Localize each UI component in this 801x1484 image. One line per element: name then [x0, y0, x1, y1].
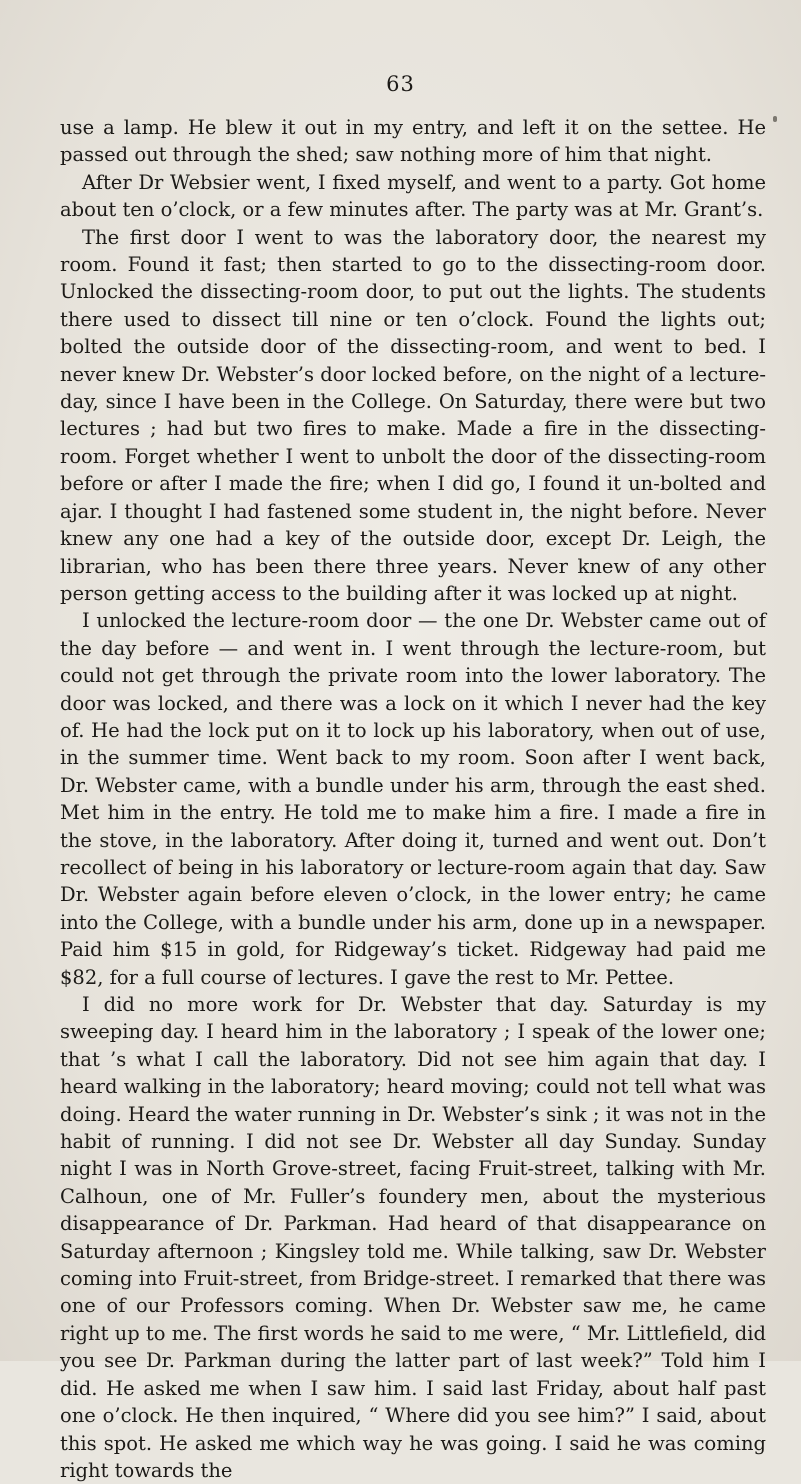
- page-number: 63: [386, 72, 415, 96]
- paragraph-3: The first door I went to was the laboratory door, the nearest my room. Found it fast; then started to go to the dissecting-room door. Unlocked the dissecting-room door, to put out the lights. The students there used to dissect till nine or ten o’clock. Found the lights out; bolted the outside door of the dissecting-room, and went to bed. I never knew Dr. Webster’s door locked before, on the night of a lecture-day, since I have been in the College. On Saturday, there were but two lectures ; had but two fires to make. Made a fire in the dissecting-room. Forget whether I went to unbolt the door of the dissecting-room before or after I made the fire; when I did go, I found it un-bolted and ajar. I thought I had fastened some student in, the night before. Never knew any one had a key of the outside door, except Dr. Leigh, the librarian, who has been there three years. Never knew of any other person getting access to the building after it was locked up at night.: [60, 225, 766, 605]
- paragraph-4: I unlocked the lecture-room door — the one Dr. Webster came out of the day before — and went in. I went through the lecture-room, but could not get through the private room into the lower laboratory. The door was locked, and there was a lock on it which I never had the key of. He had the lock put on it to lock up his laboratory, when out of use, in the summer time. Went back to my room. Soon after I went back, Dr. Webster came, with a bundle under his arm, through the east shed. Met him in the entry. He told me to make him a fire. I made a fire in the stove, in the laboratory. After doing it, turned and went out. Don’t recollect of being in his laboratory or lecture-room again that day. Saw Dr. Webster again before eleven o’clock, in the lower entry; he came into the College, with a bundle under his arm, done up in a newspaper. Paid him $15 in gold, for Ridgeway’s ticket. Ridgeway had paid me $82, for a full course of lectures. I gave the rest to Mr. Pettee.: [60, 609, 766, 989]
- paragraph-1: use a lamp. He blew it out in my entry, and left it on the settee. He passed out through the shed; saw nothing more of him that night.: [60, 116, 766, 167]
- paragraph-2: After Dr Websier went, I fixed myself, and went to a party. Got home about ten o’clock, or a few minutes after. The party was at Mr. Grant’s.: [60, 170, 766, 222]
- body-text: [60, 114, 766, 1484]
- paper-speck: [773, 116, 777, 122]
- paragraph-5: I did no more work for Dr. Webster that day. Saturday is my sweeping day. I heard him in the laboratory ; I speak of the lower one; that ’s what I call the laboratory. Did not see him again that day. I heard walking in the laboratory; heard moving; could not tell what was doing. Heard the water running in Dr. Webster’s sink ; it was not in the habit of running. I did not see Dr. Webster all day Sunday. Sunday night I was in North Grove-street, facing Fruit-street, talking with Mr. Calhoun, one of Mr. Fuller’s foundery men, about the mysterious disappearance of Dr. Parkman. Had heard of that disappearance on Saturday afternoon ; Kingsley told me. While talking, saw Dr. Webster coming into Fruit-street, from Bridge-street. I remarked that there was one of our Professors coming. When Dr. Webster saw me, he came right up to me. The first words he said to me were, “ Mr. Littlefield, did you see Dr. Parkman during the latter part of last week?” Told him I did. He asked me when I saw him. I said last Friday, about half past one o’clock. He then inquired, “ Where did you see him?” I said, about this spot. He asked me which way he was going. I said he was coming right towards the: [60, 993, 766, 1482]
